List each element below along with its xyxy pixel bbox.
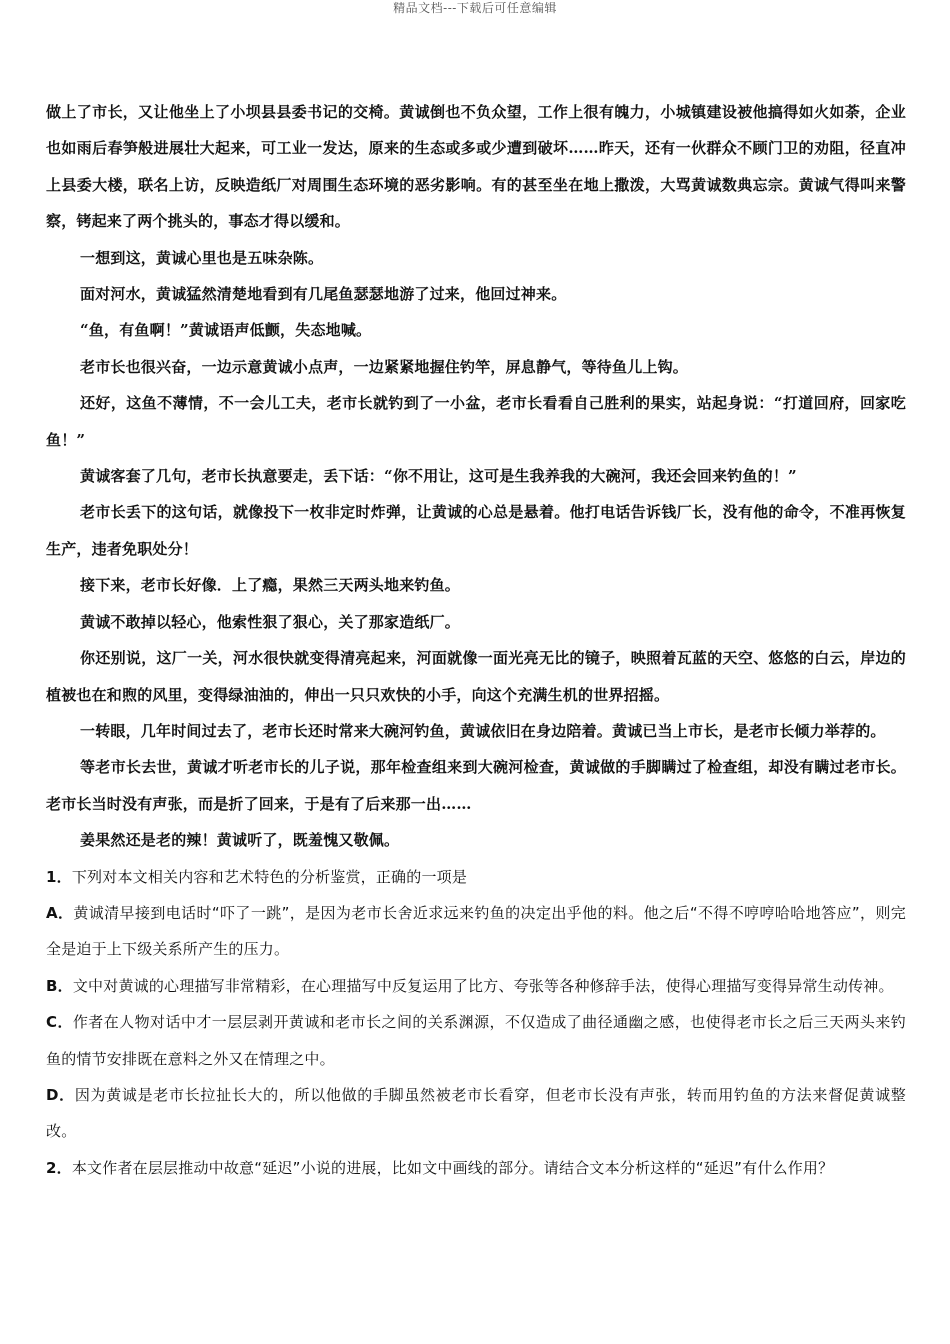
- story-paragraph: 黄诚不敢掉以轻心，他索性狠了狠心，关了那家造纸厂。: [80, 612, 461, 631]
- story-paragraph: 一想到这，黄诚心里也是五味杂陈。: [80, 248, 324, 267]
- story-paragraph: 面对河水，黄诚猛然清楚地看到有几尾鱼瑟瑟地游了过来，他回过神来。: [80, 285, 567, 304]
- option-text: 作者在人物对话中才一层层剥开黄诚和老市长之间的关系渊源，不仅造成了曲径通幽之感，也使得老市长之后三天两头来钓鱼的情节安排既在意料之外又在情理之中。: [46, 1013, 906, 1068]
- question-1: [46, 859, 906, 895]
- option-a: [46, 895, 906, 968]
- question-number: 2．: [46, 1158, 72, 1177]
- story-paragraph: 你还别说，这厂一关，河水很快就变得清亮起来，河面就像一面光亮无比的镜子，映照着瓦蓝的天空、悠悠的白云，岸边的植被也在和煦的风里，变得绿油油的，伸出一只只欢快的小手，向这个充满生机的世界招摇。: [46, 649, 906, 704]
- story-paragraph: 姜果然还是老的辣！黄诚听了，既羞愧又敬佩。: [80, 831, 400, 850]
- question-text: 下列对本文相关内容和艺术特色的分析鉴赏，正确的一项是: [71, 867, 468, 886]
- option-d: [46, 1077, 906, 1150]
- document-body: [46, 94, 906, 1186]
- question-text: 本文作者在层层推动中故意“延迟”小说的进展，比如文中画线的部分。请结合文本分析这样的“延迟”有什么作用？: [71, 1158, 834, 1177]
- option-label: B．: [46, 976, 73, 995]
- option-label: C．: [46, 1013, 73, 1032]
- option-label: D．: [46, 1085, 75, 1104]
- option-label: A．: [46, 903, 74, 922]
- story-paragraph: 老市长丢下的这句话，就像投下一枚非定时炸弹，让黄诚的心总是悬着。他打电话告诉钱厂长，没有他的命令，不准再恢复生产，违者免职处分！: [46, 503, 906, 558]
- option-text: 黄诚清早接到电话时“吓了一跳”，是因为老市长舍近求远来钓鱼的决定出乎他的料。他之后“不得不哼哼哈哈地答应”，则完全是迫于上下级关系所产生的压力。: [46, 903, 906, 959]
- question-number: 1．: [46, 867, 72, 886]
- story-paragraph: 老市长也很兴奋，一边示意黄诚小点声，一边紧紧地握住钓竿，屏息静气，等待鱼儿上钩。: [80, 357, 689, 376]
- option-text: 因为黄诚是老市长拉扯长大的，所以他做的手脚虽然被老市长看穿，但老市长没有声张，转而用钓鱼的方法来督促黄诚整改。: [46, 1085, 906, 1141]
- story-paragraph: 黄诚客套了几句，老市长执意要走，丢下话：“你不用让，这可是生我养我的大碗河，我还会回来钓鱼的！”: [80, 467, 797, 486]
- question-2: [46, 1150, 906, 1186]
- option-b: [46, 968, 906, 1004]
- story-paragraph: 还好，这鱼不薄情，不一会儿工夫，老市长就钓到了一小盆，老市长看看自己胜利的果实，站起身说：“打道回府，回家吃鱼！”: [46, 394, 906, 449]
- option-text: 文中对黄诚的心理描写非常精彩，在心理描写中反复运用了比方、夸张等各种修辞手法，使得心理描写变得异常生动传神。: [72, 976, 894, 995]
- page-header: 精品文档---下载后可任意编辑: [393, 1, 557, 15]
- story-paragraph: 做上了市长，又让他坐上了小坝县县委书记的交椅。黄诚倒也不负众望，工作上很有魄力，小城镇建设被他搞得如火如荼，企业也如雨后春笋般进展壮大起来，可工业一发达，原来的生态或多或少遭到破坏……昨天，还有一伙群众不顾门卫的劝阻，径直冲上县委大楼，联名上访，反映造纸厂对周围生态环境的恶劣影响。有的甚至坐在地上撒泼，大骂黄诚数典忘宗。黄诚气得叫来警察，铐起来了两个挑头的，事态才得以缓和。: [46, 103, 906, 231]
- option-c: [46, 1004, 906, 1077]
- story-paragraph: 一转眼，几年时间过去了，老市长还时常来大碗河钓鱼，黄诚依旧在身边陪着。黄诚已当上市长，是老市长倾力举荐的。: [80, 721, 886, 740]
- story-paragraph: 等老市长去世，黄诚才听老市长的儿子说，那年检查组来到大碗河检查，黄诚做的手脚瞒过了检查组，却没有瞒过老市长。老市长当时没有声张，而是折了回来，于是有了后来那一出……: [46, 758, 906, 813]
- story-paragraph: 接下来，老市长好像．上了瘾，果然三天两头地来钓鱼。: [80, 576, 461, 595]
- story-paragraph: “鱼，有鱼啊！”黄诚语声低颤，失态地喊。: [80, 321, 372, 340]
